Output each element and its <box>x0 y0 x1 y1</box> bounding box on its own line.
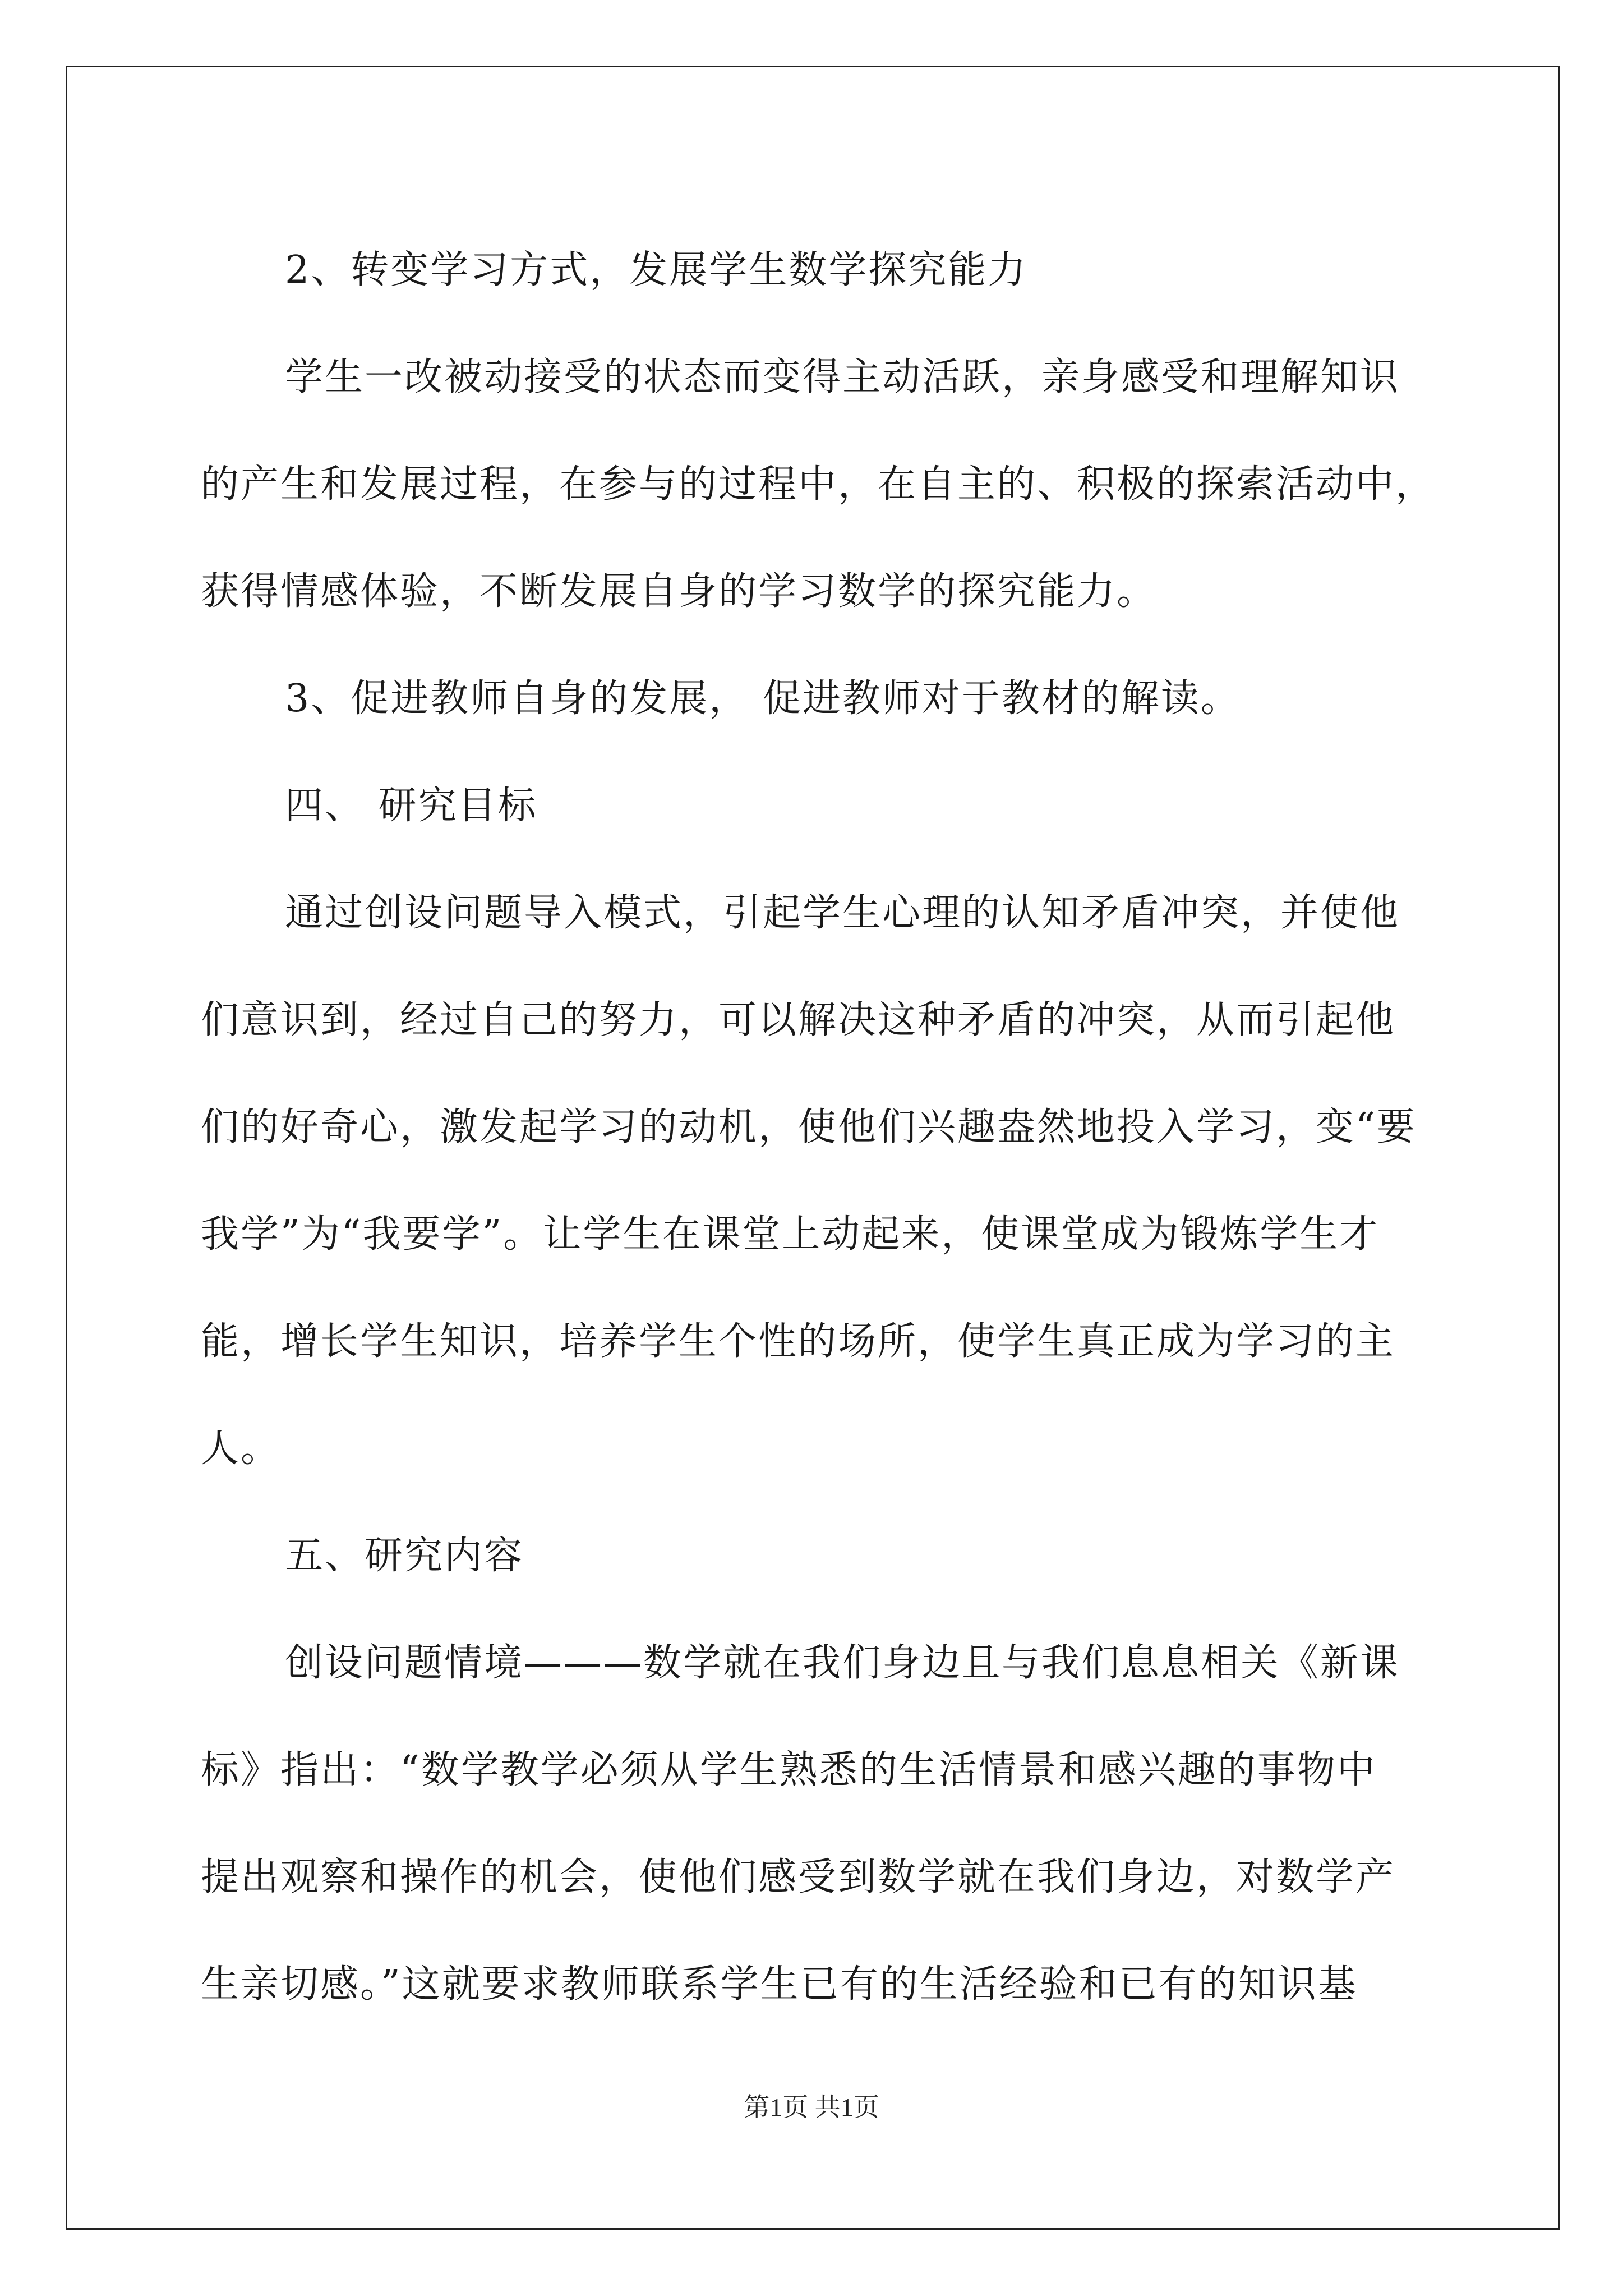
paragraph-line: 能，增长学生知识，培养学生个性的场所，使学生真正成为学习的主 <box>201 1319 1396 1364</box>
paragraph-line: 学生一改被动接受的状态而变得主动活跃，亲身感受和理解知识 <box>285 355 1400 399</box>
paragraph-line: 生亲切感。”这就要求教师联系学生已有的生活经验和已有的知识基 <box>201 1962 1358 2007</box>
heading-line: 3、促进教师自身的发展， 促进教师对于教材的解读。 <box>285 677 1241 721</box>
heading-line: 2、转变学习方式，发展学生数学探究能力 <box>285 248 1028 292</box>
paragraph-line: 提出观察和操作的机会，使他们感受到数学就在我们身边，对数学产 <box>201 1855 1396 1899</box>
paragraph-line: 创设问题情境———数学就在我们身边且与我们息息相关《新课 <box>285 1641 1400 1685</box>
paragraph-line: 通过创设问题导入模式，引起学生心理的认知矛盾冲突，并使他 <box>285 891 1400 935</box>
paragraph-line: 们意识到，经过自己的努力，可以解决这种矛盾的冲突，从而引起他 <box>201 998 1396 1042</box>
paragraph-line: 的产生和发展过程，在参与的过程中，在自主的、积极的探索活动中， <box>201 462 1436 507</box>
paragraph-line: 我学”为“我要学”。让学生在课堂上动起来，使课堂成为锻炼学生才 <box>201 1212 1380 1257</box>
section-heading: 四、 研究目标 <box>285 784 538 828</box>
paragraph-line: 们的好奇心，激发起学习的动机，使他们兴趣盎然地投入学习，变“要 <box>201 1105 1417 1149</box>
section-heading: 五、研究内容 <box>285 1534 524 1578</box>
page-number-footer: 第1页 共1页 <box>744 2093 879 2122</box>
paragraph-line: 标》指出：“数学教学必须从学生熟悉的生活情景和感兴趣的事物中 <box>201 1748 1377 1792</box>
paragraph-line: 人。 <box>201 1427 281 1471</box>
document-body <box>201 217 1435 2038</box>
paragraph-line: 获得情感体验，不断发展自身的学习数学的探究能力。 <box>201 569 1157 614</box>
